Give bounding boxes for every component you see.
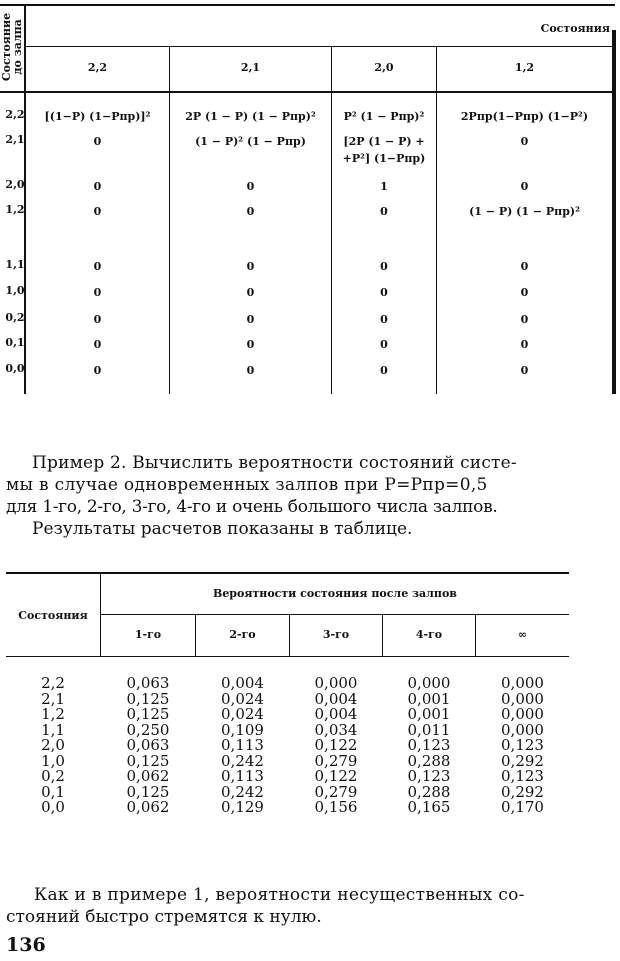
table1-row-label: 1,2: [5, 203, 25, 216]
table1-cell: 0: [520, 286, 529, 299]
table1-cell: 0: [93, 180, 102, 193]
example-line: Результаты расчетов показаны в таблице.: [32, 519, 413, 539]
table1-row-label: 1,1: [5, 258, 25, 271]
table1-cell: 0: [520, 260, 529, 273]
table2-col-header: 1-го: [134, 628, 162, 641]
table1-row-label: 2,0: [5, 178, 25, 191]
example-line: для 1-го, 2-го, 3-го, 4-го и очень большого числа залпов.: [6, 497, 498, 517]
table1-row-label: 0,0: [5, 362, 25, 375]
table2-col-header: 4-го: [415, 628, 443, 641]
table1-top-rule: [0, 4, 615, 6]
table1-header-rule: [25, 46, 615, 47]
table2-col-header: ∞: [517, 628, 528, 641]
table1-cell: 0: [93, 205, 102, 218]
table1-right-border: [612, 30, 616, 394]
table2-col-header: 3-го: [322, 628, 350, 641]
table1-cell: P² (1 − Pпр)²: [343, 110, 425, 123]
table1-cell: 2Pпр(1−Pпр) (1−P²): [460, 110, 589, 123]
conclusion-line: стояний быстро стремятся к нулю.: [6, 907, 322, 927]
table2-group-header: Вероятности состояния после залпов: [213, 587, 457, 600]
conclusion-line: Как и в примере 1, вероятности несущественных со-: [34, 885, 525, 905]
table1-cell: 0: [520, 313, 529, 326]
table1-cell: 0: [246, 313, 255, 326]
table2-col-divider: [100, 573, 101, 657]
table1-cell: 0: [246, 205, 255, 218]
table1-cell: 0: [520, 180, 529, 193]
table1-cell: 0: [380, 260, 388, 273]
table1-cell: 0: [93, 260, 102, 273]
table1-row-label: 0,1: [5, 336, 25, 349]
table1-cell: 0: [246, 364, 255, 377]
table1-cell: 0: [380, 286, 388, 299]
table1-cell: (1 − P)² (1 − Pпр): [195, 135, 306, 148]
table1-cell: 0: [246, 338, 255, 351]
table1-cell: 0: [246, 260, 255, 273]
table1-corner-label: Состояние до залпа: [0, 12, 24, 82]
table1-cell: [2P (1 − P) + +P²] (1−Pпр): [342, 135, 426, 165]
table1-row-label: 2,1: [5, 133, 25, 146]
table1-cell: 0: [93, 313, 102, 326]
example-line: мы в случае одновременных залпов при P=Pпр=0,5: [6, 475, 488, 495]
table1-body-rule: [0, 91, 615, 93]
table1-cell: 0: [93, 135, 102, 148]
table2-value-column: 0,000 0,004 0,004 0,034 0,122 0,279 0,122 0,279 0,156: [314, 674, 358, 816]
table1-cell: 0: [246, 286, 255, 299]
table1-col-header: 2,0: [374, 61, 394, 74]
page-number: 136: [6, 934, 46, 956]
table1-cell: 1: [380, 180, 388, 193]
table2-col-header: 2-го: [229, 628, 256, 641]
table2-state-header: Состояния: [18, 609, 88, 622]
table2-header-rule: [101, 614, 569, 615]
table2-top-rule: [6, 572, 569, 574]
table1-row-label: 1,0: [5, 284, 25, 297]
table2-value-column: 0,000 0,000 0,000 0,000 0,123 0,292 0,123 0,292 0,170: [501, 674, 544, 816]
table1-col-header: 2,1: [240, 61, 261, 74]
table2-body-rule: [6, 656, 569, 657]
conclusion-paragraph: [6, 884, 618, 928]
table1-row-label: 2,2: [5, 108, 25, 121]
table1-col-header: 1,2: [514, 61, 535, 74]
table1-cell: 0: [520, 135, 529, 148]
table1-cell: 0: [93, 338, 102, 351]
table1-cell: 0: [380, 338, 388, 351]
table1-cell: 0: [380, 364, 388, 377]
table1-cell: 0: [93, 364, 102, 377]
table2-value-column: 0,000 0,001 0,001 0,011 0,123 0,288 0,123 0,288 0,165: [407, 674, 451, 816]
table1-cell: 0: [520, 364, 529, 377]
table1-group-header: Состояния: [540, 22, 610, 35]
table1-row-label: 0,2: [5, 311, 25, 324]
table1-cell: 0: [93, 286, 102, 299]
table2-value-column: 0,004 0,024 0,024 0,109 0,113 0,242 0,113 0,242 0,129: [221, 674, 264, 816]
table1-cell: 0: [380, 313, 388, 326]
table2-value-column: 0,063 0,125 0,125 0,250 0,063 0,125 0,062 0,125 0,062: [126, 674, 170, 816]
table1-cell: 0: [520, 338, 529, 351]
table1-cell: (1 − P) (1 − Pпр)²: [469, 205, 580, 218]
table1-cell: 2P (1 − P) (1 − Pпр)²: [185, 110, 316, 123]
table1-cell: 0: [246, 180, 255, 193]
table2-states-column: 2,2 2,1 1,2 1,1 2,0 1,0 0,2 0,1 0,0: [41, 674, 65, 816]
example-paragraph: [6, 452, 618, 540]
table1-cell: [(1−P) (1−Pпр)]²: [44, 110, 151, 123]
example-line: Пример 2. Вычислить вероятности состояний систе-: [32, 453, 517, 473]
table1-col-header: 2,2: [87, 61, 108, 74]
table1-cell: 0: [380, 205, 388, 218]
